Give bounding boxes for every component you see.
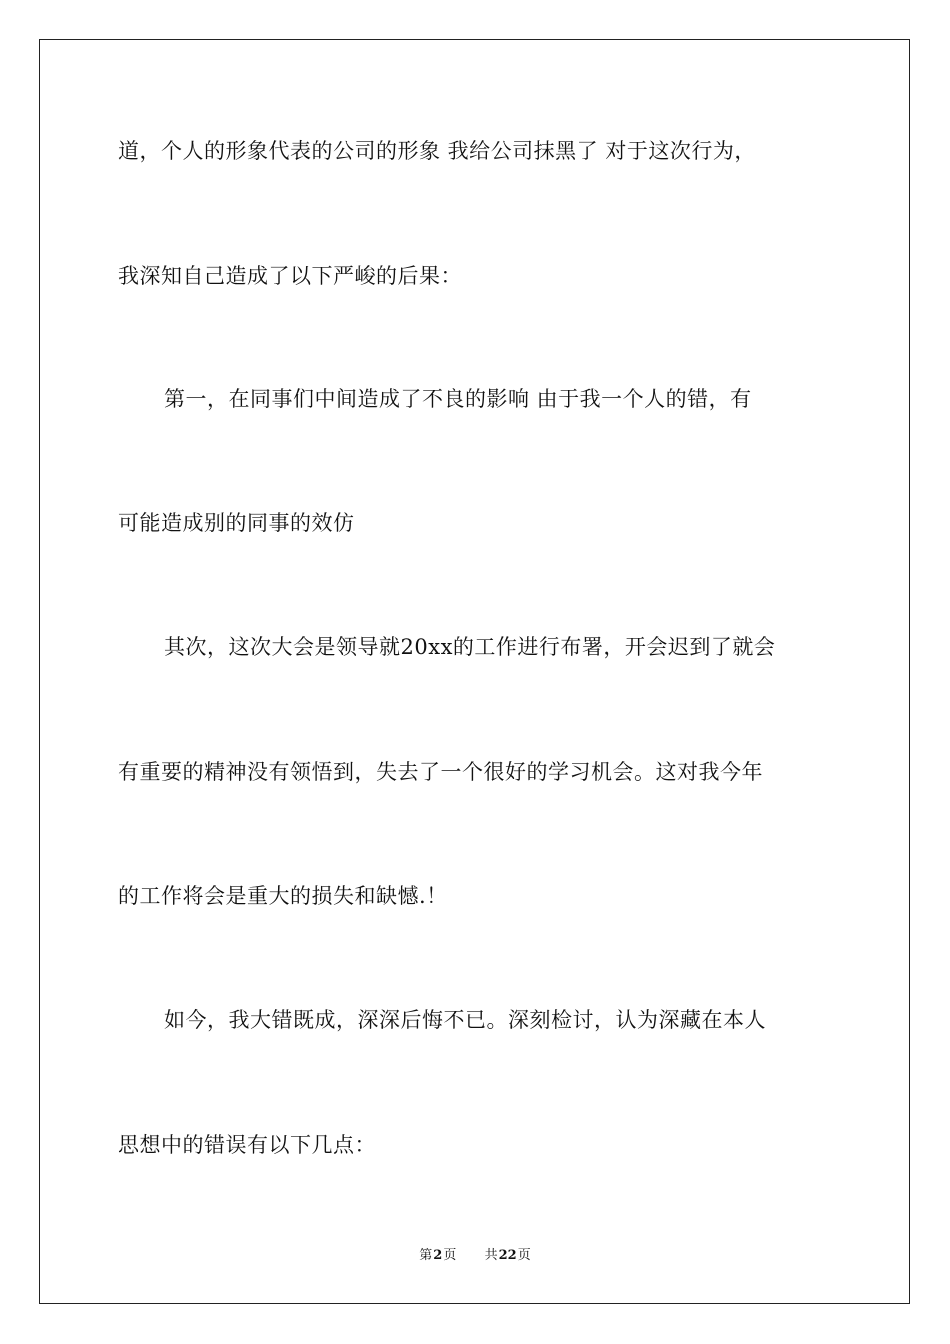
page-prefix: 第	[419, 1248, 433, 1263]
page-footer	[0, 1247, 950, 1265]
page-number: 2	[433, 1248, 443, 1263]
body-line-1: 道，个人的形象代表的公司的形象 我给公司抹黑了 对于这次行为，	[118, 139, 756, 163]
body-line-4: 可能造成别的同事的效仿	[118, 511, 355, 535]
body-line-6: 有重要的精神没有领悟到，失去了一个很好的学习机会。这对我今年	[118, 760, 763, 784]
total-prefix: 共	[484, 1248, 498, 1263]
total-suffix: 页	[517, 1248, 531, 1263]
page-suffix: 页	[443, 1248, 457, 1263]
body-line-8: 如今，我大错既成，深深后悔不已。深刻检讨，认为深藏在本人	[164, 1008, 766, 1032]
body-line-5: 其次，这次大会是领导就20xx的工作进行布署，开会迟到了就会	[164, 635, 776, 659]
total-pages: 22	[498, 1248, 517, 1263]
body-line-9: 思想中的错误有以下几点：	[118, 1133, 376, 1157]
body-line-2: 我深知自己造成了以下严峻的后果：	[118, 264, 462, 288]
body-line-3: 第一，在同事们中间造成了不良的影响 由于我一个人的错，有	[164, 387, 752, 411]
page-frame	[39, 39, 910, 1304]
body-line-7: 的工作将会是重大的损失和缺憾.！	[118, 884, 448, 908]
